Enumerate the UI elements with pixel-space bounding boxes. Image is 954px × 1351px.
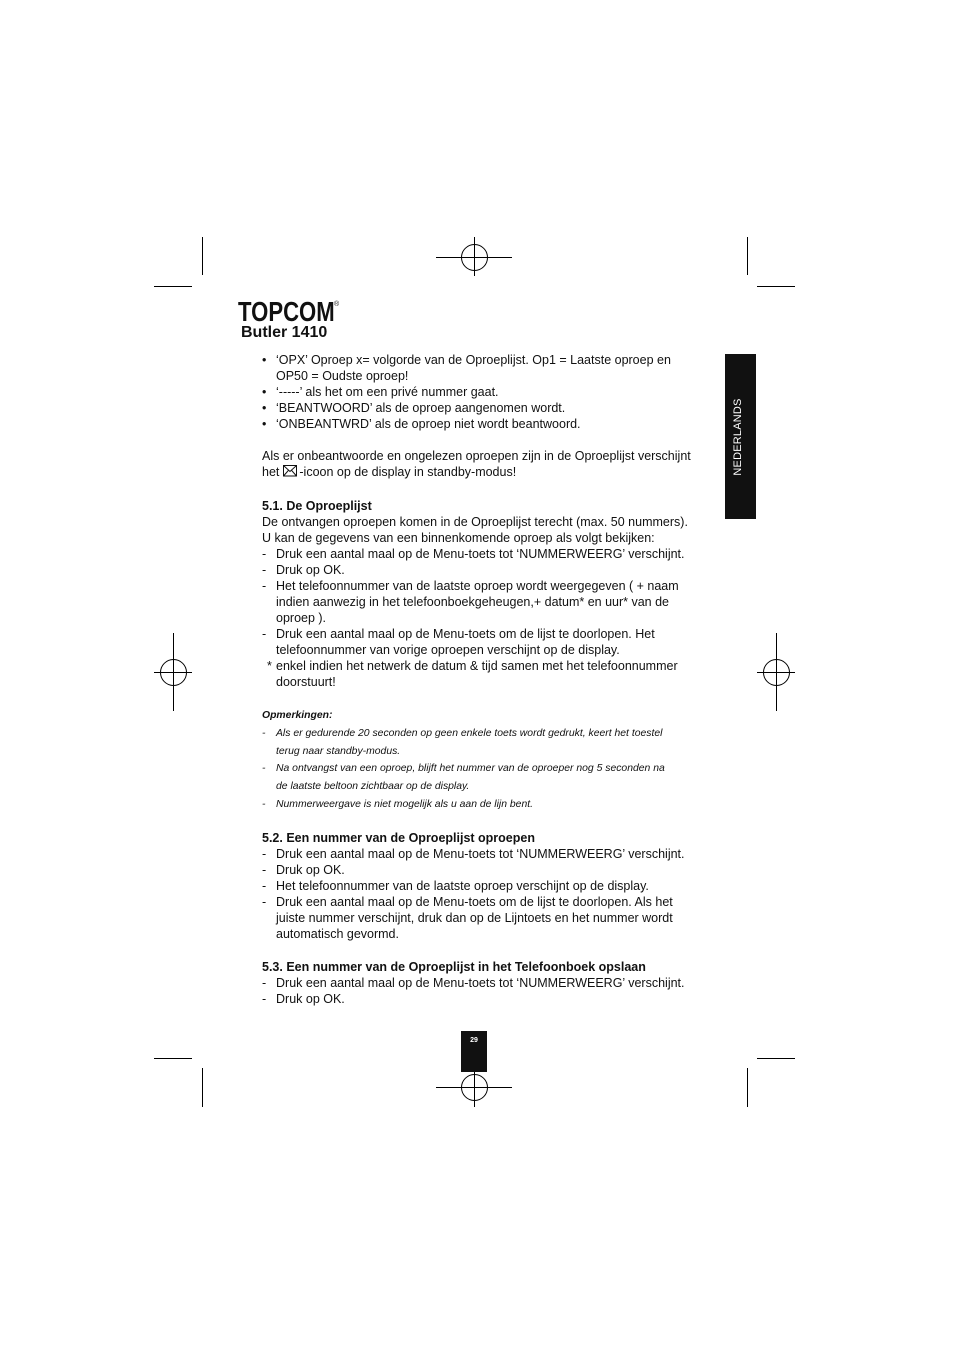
language-label: NEDERLANDS bbox=[731, 397, 744, 476]
note-item bbox=[262, 796, 702, 814]
section-5-2 bbox=[262, 830, 702, 942]
list-item-line: ‘-----’ als het om een privé nummer gaat. bbox=[276, 385, 499, 399]
note-line: terug naar standby-modus. bbox=[276, 745, 401, 757]
list-item-line: ‘BEANTWOORD’ als de oproep aangenomen wordt. bbox=[276, 401, 566, 415]
step-marker: - bbox=[262, 563, 267, 577]
unread-notice bbox=[262, 448, 702, 480]
footnote-marker: * bbox=[267, 659, 272, 673]
note-line: de laatste beltoon zichtbaar op de display. bbox=[276, 781, 470, 793]
section-5-3 bbox=[262, 959, 702, 1007]
note-line: Na ontvangst van een oproep, blijft het nummer van de oproeper nog 5 seconden na bbox=[276, 763, 665, 775]
step-line: juiste nummer verschijnt, druk dan op de Lijntoets en het nummer wordt bbox=[276, 911, 673, 925]
step-line: Het telefoonnummer van de laatste oproep verschijnt op de display. bbox=[276, 879, 649, 893]
section-heading: 5.2. Een nummer van de Oproeplijst oproepen bbox=[262, 831, 535, 845]
paragraph-line bbox=[262, 464, 702, 480]
bullet-marker: • bbox=[262, 353, 267, 367]
note-marker: - bbox=[262, 798, 266, 810]
paragraph-line: Als er onbeantwoorde en ongelezen oproepen zijn in de Oproeplijst verschijnt bbox=[262, 449, 691, 463]
list-item bbox=[262, 352, 702, 384]
note-item bbox=[262, 725, 702, 761]
notes-heading: Opmerkingen: bbox=[262, 710, 333, 721]
step-line: Druk een aantal maal op de Menu-toets tot ‘NUMMERWEERG’ verschijnt. bbox=[276, 847, 685, 861]
step-item bbox=[262, 975, 702, 991]
note-line: Als er gedurende 20 seconden op geen enkele toets wordt gedrukt, keert het toestel bbox=[276, 727, 663, 739]
step-marker: - bbox=[262, 847, 267, 861]
step-marker: - bbox=[262, 976, 267, 990]
paragraph-line: U kan de gegevens van een binnenkomende oproep als volgt bekijken: bbox=[262, 531, 655, 545]
step-item bbox=[262, 862, 702, 878]
step-line: Druk op OK. bbox=[276, 863, 345, 877]
paragraph-text: het bbox=[262, 465, 280, 479]
topcom-logo: TOPCOM bbox=[238, 296, 335, 327]
step-line: Druk een aantal maal op de Menu-toets tot ‘NUMMERWEERG’ verschijnt. bbox=[276, 547, 685, 561]
step-marker: - bbox=[262, 579, 267, 593]
footnote-line: enkel indien het netwerk de datum & tijd samen met het telefoonnummer bbox=[276, 659, 678, 673]
step-line: Het telefoonnummer van de laatste oproep wordt weergegeven ( + naam bbox=[276, 579, 679, 593]
step-line: telefoonnummer van vorige oproepen verschijnt op de display. bbox=[276, 643, 620, 657]
page-number: 29 bbox=[470, 1037, 478, 1044]
note-marker: - bbox=[262, 727, 266, 739]
registered-mark: ® bbox=[334, 301, 340, 308]
bullet-marker: • bbox=[262, 417, 267, 431]
paragraph-line: De ontvangen oproepen komen in de Oproeplijst terecht (max. 50 nummers). bbox=[262, 515, 688, 529]
note-item bbox=[262, 760, 702, 796]
model-name: Butler 1410 bbox=[241, 324, 328, 341]
step-line: Druk een aantal maal op de Menu-toets om de lijst te doorlopen. Het bbox=[276, 627, 655, 641]
footnote-line: doorstuurt! bbox=[276, 675, 336, 689]
step-item bbox=[262, 894, 702, 942]
page-number-badge bbox=[461, 1031, 487, 1072]
footnote bbox=[262, 658, 702, 690]
step-line: indien aanwezig in het telefoonboekgeheugen,+ datum* en uur* van de bbox=[276, 595, 670, 609]
step-line: automatisch gevormd. bbox=[276, 927, 399, 941]
section-heading: 5.3. Een nummer van de Oproeplijst in het Telefoonboek opslaan bbox=[262, 960, 646, 974]
step-marker: - bbox=[262, 863, 267, 877]
bullet-marker: • bbox=[262, 401, 267, 415]
call-status-list bbox=[262, 352, 702, 432]
step-item bbox=[262, 546, 702, 562]
language-side-tab bbox=[725, 354, 756, 519]
step-item bbox=[262, 578, 702, 626]
step-marker: - bbox=[262, 547, 267, 561]
step-marker: - bbox=[262, 879, 267, 893]
bullet-marker: • bbox=[262, 385, 267, 399]
step-marker: - bbox=[262, 627, 267, 641]
section-5-1 bbox=[262, 498, 702, 690]
list-item bbox=[262, 384, 702, 400]
envelope-icon bbox=[283, 465, 298, 477]
list-item-line: ‘ONBEANTWRD’ als de oproep niet wordt beantwoord. bbox=[276, 417, 581, 431]
list-item-line: ‘OPX’ Oproep x= volgorde van de Oproeplijst. Op1 = Laatste oproep en bbox=[276, 353, 671, 367]
step-item bbox=[262, 878, 702, 894]
step-line: Druk op OK. bbox=[276, 563, 345, 577]
notes bbox=[262, 707, 702, 814]
step-line: Druk een aantal maal op de Menu-toets tot ‘NUMMERWEERG’ verschijnt. bbox=[276, 976, 685, 990]
step-marker: - bbox=[262, 992, 267, 1006]
step-item bbox=[262, 846, 702, 862]
list-item bbox=[262, 416, 702, 432]
step-line: Druk op OK. bbox=[276, 992, 345, 1006]
step-line: oproep ). bbox=[276, 611, 327, 625]
step-item bbox=[262, 626, 702, 658]
note-marker: - bbox=[262, 763, 266, 775]
step-line: Druk een aantal maal op de Menu-toets om de lijst te doorlopen. Als het bbox=[276, 895, 673, 909]
section-heading: 5.1. De Oproeplijst bbox=[262, 499, 372, 513]
list-item bbox=[262, 400, 702, 416]
paragraph-text: -icoon op de display in standby-modus! bbox=[299, 465, 517, 479]
step-item bbox=[262, 991, 702, 1007]
step-item bbox=[262, 562, 702, 578]
step-marker: - bbox=[262, 895, 267, 909]
note-line: Nummerweergave is niet mogelijk als u aan de lijn bent. bbox=[276, 798, 534, 810]
list-item-line: OP50 = Oudste oproep! bbox=[276, 369, 409, 383]
